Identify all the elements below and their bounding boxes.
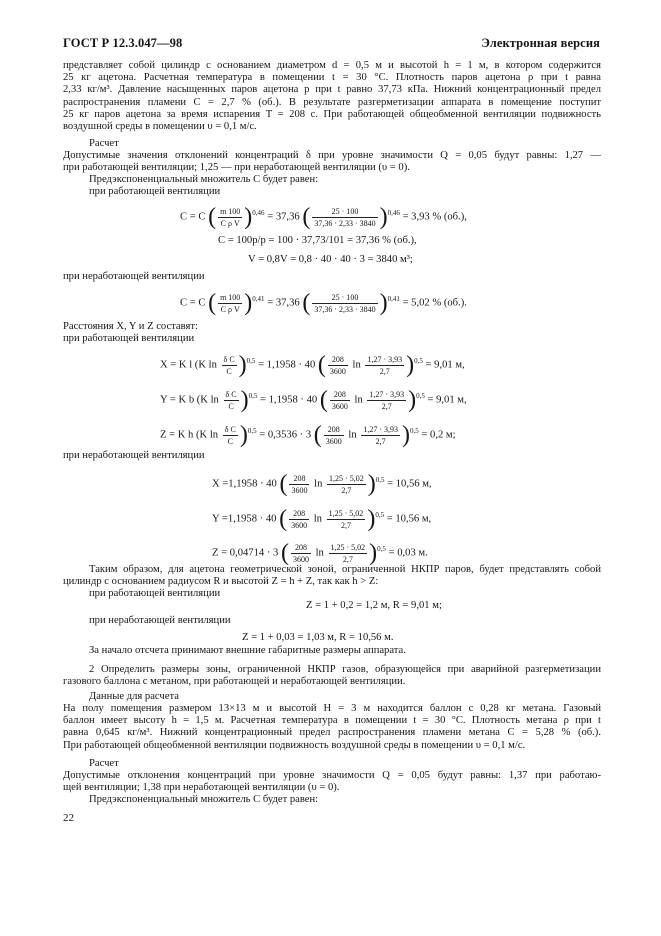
intro-paragraph xyxy=(63,60,601,133)
paragraph-line: при неработающей вентиляции xyxy=(63,271,205,282)
paragraph-line: при работающей вентиляции; 1,25 — при неработающей вентиляции (υ = 0). xyxy=(63,162,410,174)
page-number: 22 xyxy=(63,812,74,824)
intro-line: 25 кг паров ацетона за время испарения T = 208 с. При работающей общеобменной вентиляции подвижность xyxy=(63,108,601,120)
paragraph-line: 2 Определить размеры зоны, ограниченной НКПР газов, образующейся при аварийной разгерметизации xyxy=(89,664,601,675)
formula-c0-idle: C = C ( $\frac{m 100}{\text{C ρ V}}$ )$^{0,41}$ = 37,36 ( $\frac{25 \cdot 100}{37,36 \cdot 2,33 \cdot 3840}$ )$^{0,41}$ = 5,02 % (об.). xyxy=(180,290,467,316)
paragraph-line: равна 0,645 кг/м³. Нижний концентрационный предел распространения пламени метана C = 5,28 % (об.). xyxy=(63,727,601,739)
paragraph-line: при работающей вентиляции xyxy=(89,186,221,197)
calc-heading: Расчет xyxy=(89,758,119,769)
formula-x-idle: X =1,1958 · 40 ( $\frac{208}{3600}$ ln $\frac{1,25 \cdot 5,02}{2,7}$ )$^{0,5}$ = 10,56 м, xyxy=(212,471,432,497)
deviation-paragraph xyxy=(63,770,601,807)
formula-c0-working: C = C ( $\frac{m 100}{\text{C ρ V}}$ )$^{0,46}$ = 37,36 ( $\frac{25 \cdot 100}{37,36 \cdot 2,33 \cdot 3840}$ )$^{0,46}$ = 3,93 % (об.), xyxy=(180,204,467,230)
paragraph-line: при неработающей вентиляции xyxy=(89,615,231,626)
paragraph-line: Допустимые отклонения концентраций при уровне значимости Q = 0,05 будут равны: 1,37 при работаю- xyxy=(63,770,601,781)
paragraph-line: Предэкспоненциальный множитель C будет равен: xyxy=(89,174,319,185)
paragraph-line: баллон имеет высоту h = 1,5 м. Расчетная температура в помещении t = 30 °С. Плотность метана ρ при t xyxy=(63,715,601,727)
paragraph-line: при работающей вентиляции xyxy=(89,588,221,600)
paragraph-line: Таким образом, для ацетона геометрической зоной, ограниченной НКПР паров, будет представлять собой xyxy=(89,564,601,575)
intro-line: распространения пламени C = 2,7 % (об.). В результате разгерметизации аппарата в помещение поступит xyxy=(63,96,601,108)
standard-code: ГОСТ Р 12.3.047—98 xyxy=(63,36,183,50)
calc-heading: Расчет xyxy=(89,138,119,149)
section-2-title xyxy=(63,664,601,688)
formula-z-working: Z = K h (K ln $\frac{\text{δ C}}{C}$ )$^{0,5}$ = 0,3536 · 3 ( $\frac{208}{3600}$ ln $\frac{1,27 \cdot 3,93}{2,7}$ )$^{0,5}$ = 0,2 м; xyxy=(160,422,456,448)
paragraph-line: Расстояния X, Y и Z составят: xyxy=(63,321,198,332)
data-paragraph xyxy=(63,703,601,752)
intro-line: 25 кг ацетона. Расчетная температура в помещении t = 30 °С. Плотность паров ацетона ρ при t равна xyxy=(63,72,601,84)
paragraph-line: газового баллона с метаном, при работающей и неработающей вентиляции. xyxy=(63,676,406,688)
paragraph-line: Допустимые значения отклонений концентраций δ при уровне значимости Q = 0,05 будут равны: 1,27 — xyxy=(63,150,601,161)
intro-line: воздушной среды в помещении υ = 0,1 м/с. xyxy=(63,121,257,133)
paragraph-line: Предэкспоненциальный множитель C будет равен: xyxy=(89,794,319,806)
formula-cn: C = 100p/p = 100 · 37,73/101 = 37,36 % (об.), xyxy=(218,235,417,246)
paragraph-line: при неработающей вентиляции xyxy=(63,450,205,461)
paragraph-line: При работающей общеобменной вентиляции подвижность воздушной среды в помещении υ = 0,1 м/с. xyxy=(63,739,526,751)
formula-y-working: Y = K b (K ln $\frac{\text{δ C}}{C}$ )$^{0,5}$ = 1,1958 · 40 ( $\frac{208}{3600}$ ln $\frac{1,27 \cdot 3,93}{2,7}$ )$^{0,5}$ = 9,01 м, xyxy=(160,387,467,413)
deviation-paragraph xyxy=(63,150,601,174)
formula-vsv: V = 0,8V = 0,8 · 40 · 40 · 3 = 3840 м³; xyxy=(248,254,413,265)
data-heading: Данные для расчета xyxy=(89,691,179,702)
formula-z0-idle: Z = 1 + 0,03 = 1,03 м, R = 10,56 м. xyxy=(242,632,394,643)
edition-label: Электронная версия xyxy=(481,36,600,50)
formula-x-working: X = K l (K ln $\frac{\text{δ C}}{C}$ )$^{0,5}$ = 1,1958 · 40 ( $\frac{208}{3600}$ ln $\frac{1,27 \cdot 3,93}{2,7}$ )$^{0,5}$ = 9,01 м, xyxy=(160,352,465,378)
paragraph-line: На полу помещения размером 13×13 м и высотой H = 3 м находится баллон с 0,28 кг метана. Газовый xyxy=(63,703,601,714)
formula-y-idle: Y =1,1958 · 40 ( $\frac{208}{3600}$ ln $\frac{1,25 \cdot 5,02}{2,7}$ )$^{0,5}$ = 10,56 м, xyxy=(212,506,432,532)
paragraph-line: цилиндр с основанием радиусом R и высотой Z = h + Z, так как h > Z: xyxy=(63,576,379,588)
paragraph-line: щей вентиляции; 1,38 при неработающей вентиляции (υ = 0). xyxy=(63,782,340,794)
paragraph-line: при работающей вентиляции xyxy=(63,333,195,344)
formula-z0-working: Z = 1 + 0,2 = 1,2 м, R = 9,01 м; xyxy=(306,600,442,611)
conclusion-paragraph xyxy=(63,564,601,601)
paragraph-line: За начало отсчета принимают внешние габаритные размеры аппарата. xyxy=(89,645,406,656)
intro-line: представляет собой цилиндр с основанием диаметром d = 0,5 м и высотой h = 1 м, в котором содержится xyxy=(63,60,601,71)
formula-z-idle: Z = 0,04714 · 3 ( $\frac{208}{3600}$ ln $\frac{1,25 \cdot 5,02}{2,7}$ )$^{0,5}$ = 0,03 м. xyxy=(212,540,428,566)
intro-line: 2,33 кг/м³. Давление насыщенных паров ацетона p при t равно 37,73 кПа. Нижний концентрационный предел xyxy=(63,84,601,96)
